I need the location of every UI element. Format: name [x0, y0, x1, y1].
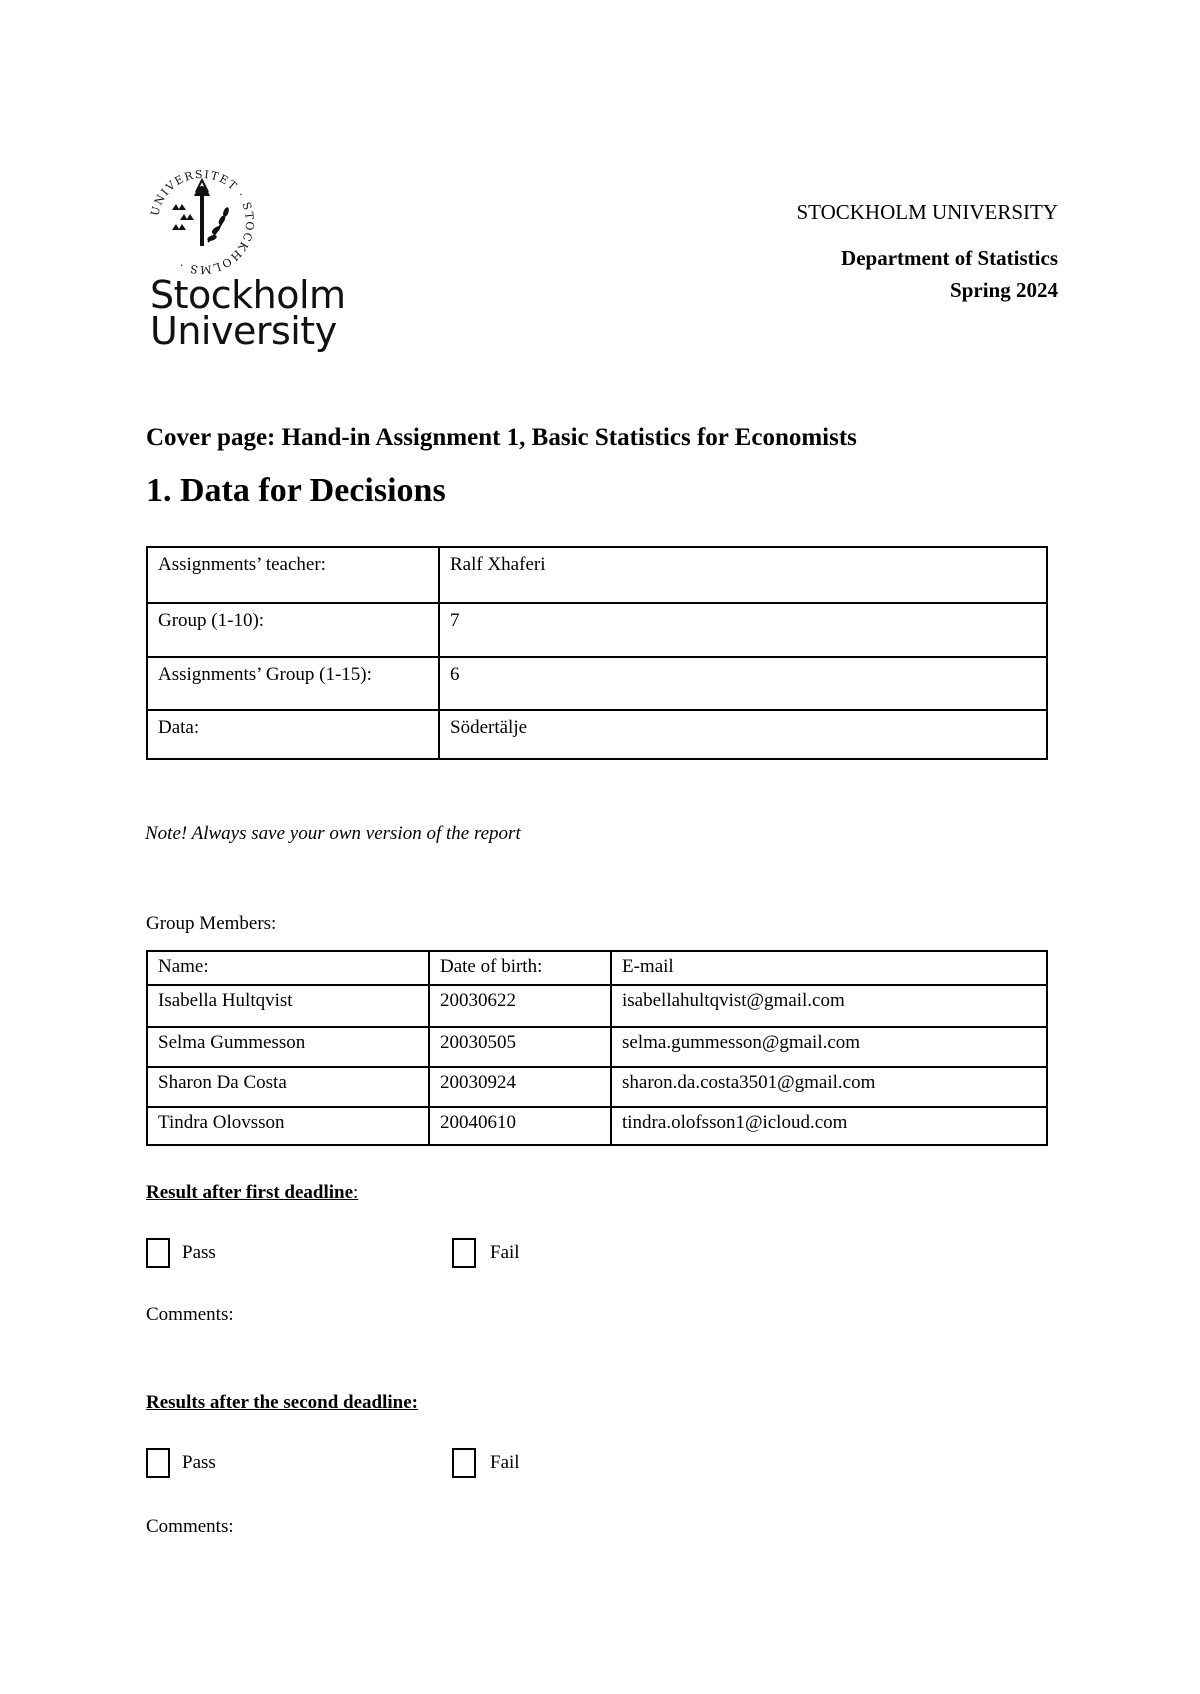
member-email: selma.gummesson@gmail.com [622, 1032, 861, 1053]
second-deadline-comments-label: Comments: [146, 1516, 234, 1537]
info-label: Assignments’ Group (1-15): [148, 658, 440, 709]
member-name: Tindra Olovsson [148, 1108, 430, 1144]
member-date-of-birth: 20030924 [430, 1068, 612, 1106]
info-row-assignment-group [148, 656, 1046, 709]
member-date-of-birth: 20040610 [430, 1108, 612, 1144]
info-label: Group (1-10): [148, 604, 440, 656]
info-label: Data: [148, 711, 440, 758]
info-value: 7 [450, 610, 460, 631]
main-heading: 1. Data for Decisions [146, 472, 446, 509]
info-value: Ralf Xhaferi [450, 554, 546, 575]
info-label: Assignments’ teacher: [148, 548, 440, 602]
member-date-of-birth: 20030505 [430, 1028, 612, 1066]
info-row-group [148, 602, 1046, 656]
second-deadline-pass-checkbox[interactable] [146, 1448, 170, 1478]
seal-text: UNIVERSITET · STOCKHOLMS · [148, 167, 257, 277]
table-header-row [148, 952, 1046, 984]
info-value: Södertälje [450, 717, 528, 738]
university-logo [146, 166, 356, 356]
first-deadline-fail-label: Fail [490, 1242, 520, 1263]
group-members-table [146, 950, 1048, 1146]
column-header-name: Name: [148, 952, 430, 984]
second-deadline-fail-label: Fail [490, 1452, 520, 1473]
university-seal-icon [146, 166, 258, 278]
logo-wordmark-line-2: University [150, 309, 337, 353]
first-deadline-fail-checkbox[interactable] [452, 1238, 476, 1268]
table-row [148, 1106, 1046, 1144]
table-row [148, 1066, 1046, 1106]
first-deadline-heading-colon: : [353, 1182, 359, 1203]
first-deadline-pass-checkbox[interactable] [146, 1238, 170, 1268]
member-email: sharon.da.costa3501@gmail.com [622, 1072, 876, 1093]
university-name: STOCKHOLM UNIVERSITY [796, 200, 1058, 224]
first-deadline-pass-label: Pass [182, 1242, 216, 1263]
member-name: Isabella Hultqvist [148, 986, 430, 1026]
term-label: Spring 2024 [950, 278, 1058, 302]
second-deadline-fail-checkbox[interactable] [452, 1448, 476, 1478]
table-row [148, 984, 1046, 1026]
save-note: Note! Always save your own version of the report [145, 823, 521, 844]
group-members-label: Group Members: [146, 913, 277, 934]
table-row [148, 1026, 1046, 1066]
member-name: Sharon Da Costa [148, 1068, 430, 1106]
info-row-teacher [148, 548, 1046, 602]
second-deadline-heading: Results after the second deadline: [146, 1392, 418, 1413]
info-row-data [148, 709, 1046, 758]
column-header-date-of-birth: Date of birth: [430, 952, 612, 984]
column-header-email: E-mail [622, 956, 674, 977]
info-value: 6 [450, 664, 460, 685]
member-email: isabellahultqvist@gmail.com [622, 990, 845, 1011]
cover-title: Cover page: Hand-in Assignment 1, Basic Statistics for Economists [146, 424, 857, 451]
first-deadline-heading-text: Result after first deadline [146, 1182, 354, 1203]
member-date-of-birth: 20030622 [430, 986, 612, 1026]
first-deadline-heading [146, 1182, 358, 1204]
assignment-info-table [146, 546, 1048, 760]
member-name: Selma Gummesson [148, 1028, 430, 1066]
first-deadline-comments-label: Comments: [146, 1304, 234, 1325]
second-deadline-pass-label: Pass [182, 1452, 216, 1473]
member-email: tindra.olofsson1@icloud.com [622, 1112, 848, 1133]
logo-wordmark-line-1: Stockholm [150, 273, 346, 317]
department-name: Department of Statistics [841, 246, 1058, 270]
